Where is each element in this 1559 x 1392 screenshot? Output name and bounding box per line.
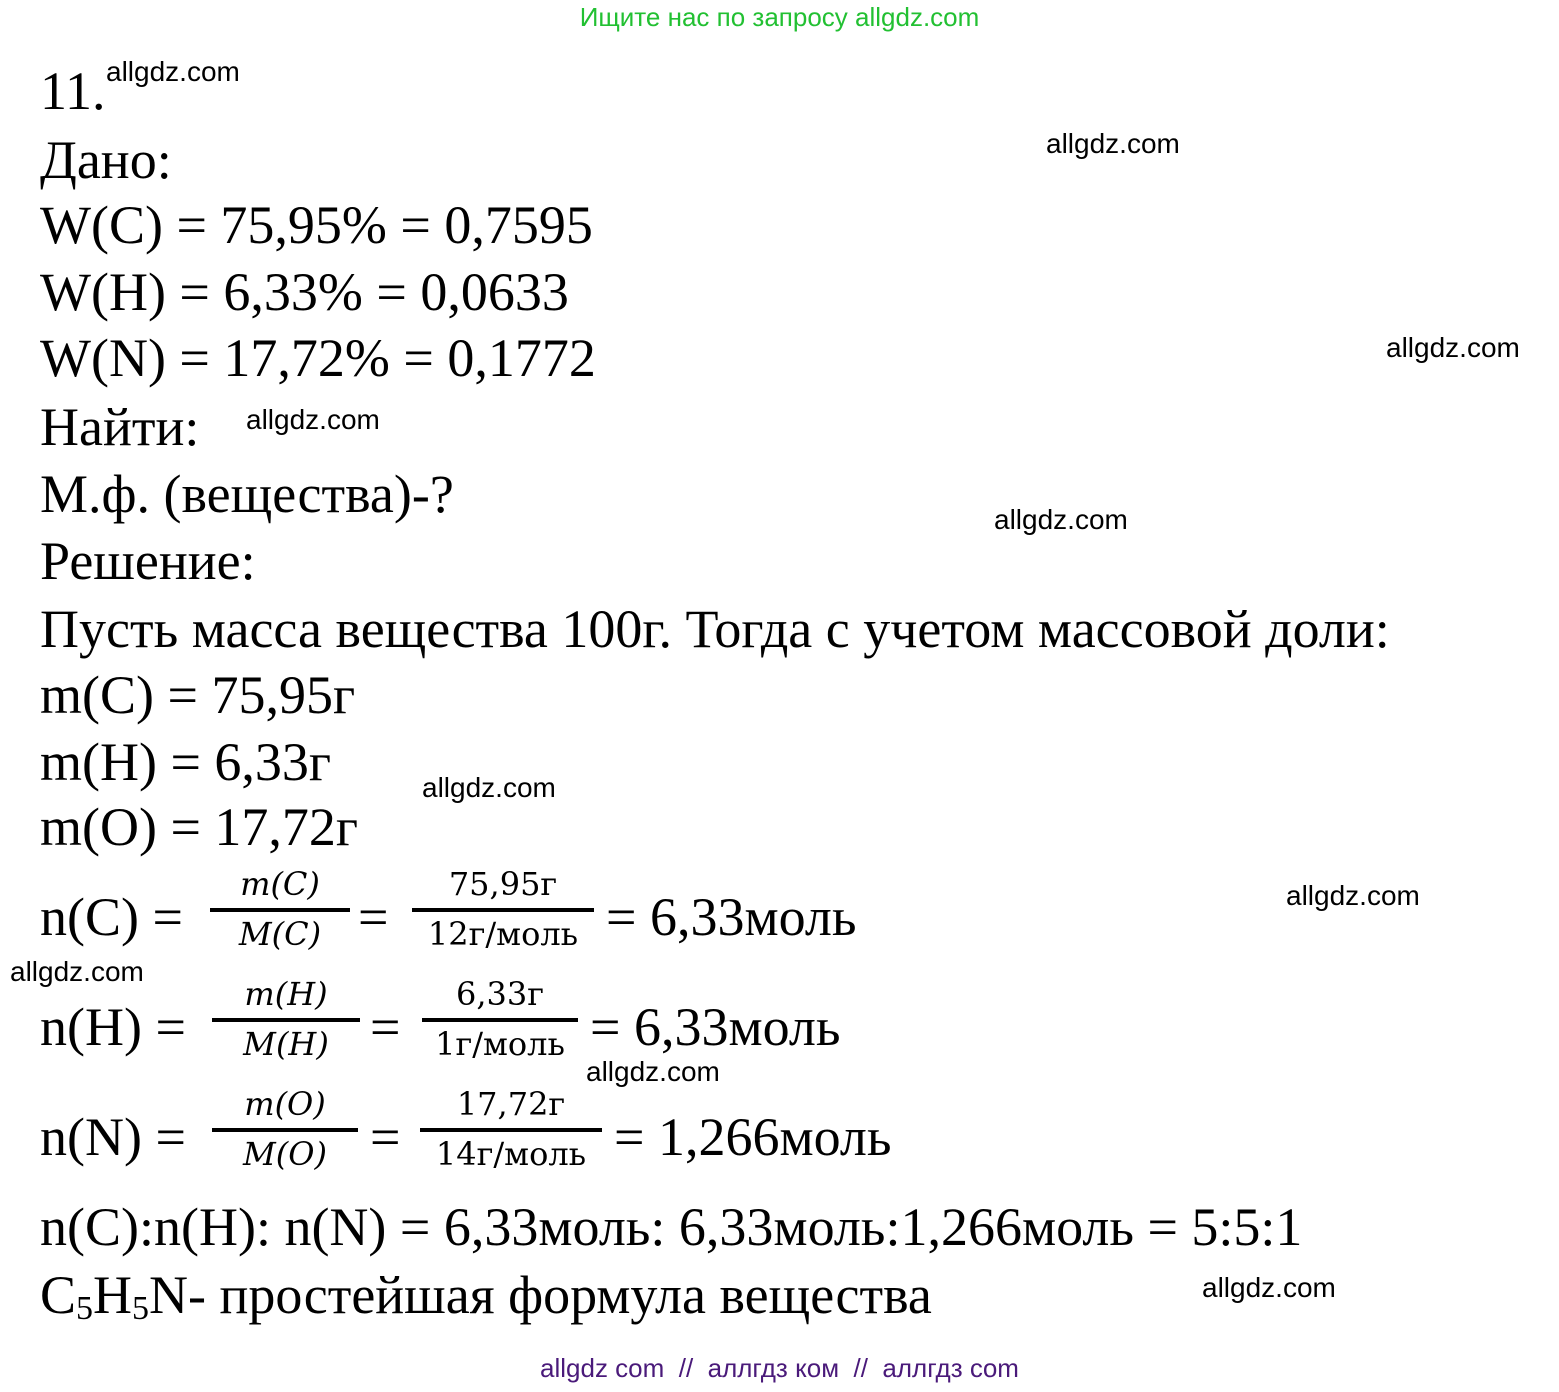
symbolic-fraction: m(O) M(O) bbox=[212, 1084, 358, 1175]
given-heading: Дано: bbox=[40, 130, 172, 190]
watermark: allgdz.com bbox=[1386, 332, 1520, 363]
watermark: allgdz.com bbox=[246, 404, 380, 435]
value-fraction: 6,33г 1г/моль bbox=[422, 974, 578, 1065]
symbolic-fraction: m(C) M(C) bbox=[210, 864, 350, 955]
solution-heading: Решение: bbox=[40, 531, 256, 591]
watermark: allgdz.com bbox=[586, 1056, 720, 1087]
search-banner: Ищите нас по запросу allgdz.com bbox=[579, 2, 980, 32]
moles-equation-h: n(H) = m(H) M(H) = 6,33г 1г/моль = 6,33моль bbox=[40, 970, 940, 1090]
given-line: W(C) = 75,95% = 0,7595 bbox=[40, 195, 593, 255]
mass-line: m(H) = 6,33г bbox=[40, 732, 332, 792]
value-fraction: 75,95г 12г/моль bbox=[412, 864, 594, 955]
lhs: n(C) = bbox=[40, 887, 183, 947]
find-heading: Найти: bbox=[40, 397, 200, 457]
mass-line: m(O) = 17,72г bbox=[40, 797, 359, 857]
watermark: allgdz.com bbox=[1202, 1272, 1336, 1303]
result: = 1,266моль bbox=[614, 1107, 892, 1167]
lhs: n(H) = bbox=[40, 997, 186, 1057]
watermark: allgdz.com bbox=[106, 56, 240, 87]
formula-line: $C_5H_5N-$ простейшая формула вещества bbox=[40, 1265, 932, 1327]
value-fraction: 17,72г 14г/моль bbox=[420, 1084, 602, 1175]
watermark: allgdz.com bbox=[422, 772, 556, 803]
mass-line: m(C) = 75,95г bbox=[40, 665, 356, 725]
find-target: М.ф. (вещества)-? bbox=[40, 464, 454, 524]
given-line: W(N) = 17,72% = 0,1772 bbox=[40, 328, 596, 388]
watermark: allgdz.com bbox=[994, 504, 1128, 535]
watermark: allgdz.com bbox=[1286, 880, 1420, 911]
watermark: allgdz.com bbox=[1046, 128, 1180, 159]
given-line: W(H) = 6,33% = 0,0633 bbox=[40, 262, 569, 322]
watermark: allgdz.com bbox=[10, 956, 144, 987]
result: = 6,33моль bbox=[590, 997, 841, 1057]
ratio-line: n(C):n(H): n(N) = 6,33моль: 6,33моль:1,266моль = 5:5:1 bbox=[40, 1197, 1303, 1257]
footer-watermark: allgdz com // аллгдз ком // аллгдз com bbox=[540, 1353, 1019, 1383]
problem-number: 11. bbox=[40, 61, 106, 121]
assumption-text: Пусть масса вещества 100г. Тогда с учетом массовой доли: bbox=[40, 599, 1390, 659]
symbolic-fraction: m(H) M(H) bbox=[212, 974, 360, 1065]
result: = 6,33моль bbox=[606, 887, 857, 947]
moles-equation-c: n(C) = m(C) M(C) = 75,95г 12г/моль = 6,33моль bbox=[40, 860, 940, 980]
lhs: n(N) = bbox=[40, 1107, 186, 1167]
moles-equation-n: n(N) = m(O) M(O) = 17,72г 14г/моль = 1,266моль bbox=[40, 1080, 940, 1200]
